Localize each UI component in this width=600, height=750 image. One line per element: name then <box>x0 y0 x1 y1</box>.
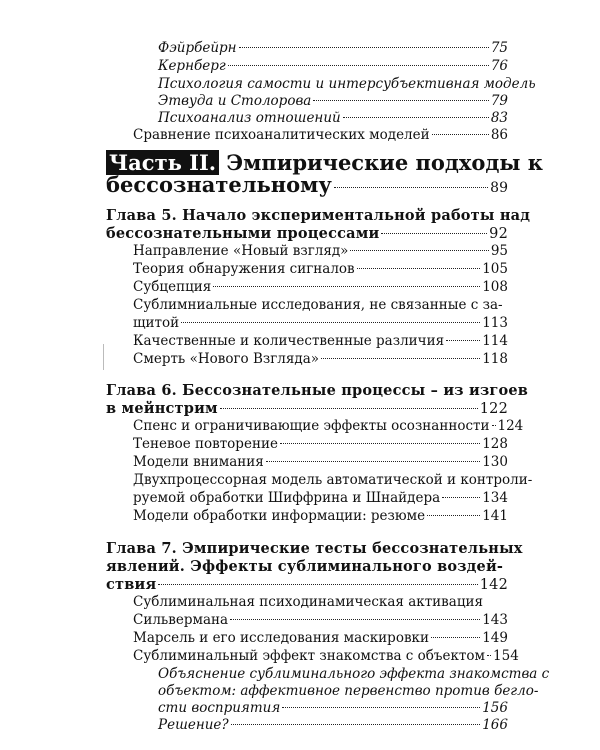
leader-dots <box>181 322 480 323</box>
scan-margin-mark <box>103 344 104 370</box>
chapter-heading-line2: явлений. Эффекты сублиминального воздей- <box>106 558 504 575</box>
chapter-heading: Глава 5. Начало экспериментальной работы над <box>106 207 531 224</box>
leader-dots <box>492 425 496 426</box>
toc-entry: Субцепция 108 <box>133 279 508 295</box>
leader-dots <box>282 707 480 708</box>
toc-entry: Модели обработки информации: резюме 141 <box>133 508 508 524</box>
leader-dots <box>427 515 480 516</box>
leader-dots <box>487 655 491 656</box>
toc-entry: Спенс и ограничивающие эффекты осознанности 124 <box>133 418 524 434</box>
toc-entry: в мейнстрим 122 <box>106 400 508 417</box>
toc-entry: щитой 113 <box>133 315 508 331</box>
toc-entry: ствия 142 <box>106 576 508 593</box>
chapter-heading: Глава 7. Эмпирические тесты бессознательных <box>106 540 523 557</box>
toc-entry: Кернберг 76 <box>158 58 508 74</box>
chapter-heading: Глава 6. Бессознательные процессы – из изгоев <box>106 382 529 399</box>
toc-entry: Смерть «Нового Взгляда» 118 <box>133 351 508 367</box>
leader-dots <box>446 340 480 341</box>
leader-dots <box>213 286 480 287</box>
toc-entry: Сублиминальный эффект знакомства с объектом 154 <box>133 648 519 664</box>
leader-dots <box>280 443 480 444</box>
toc-entry-line1: Двухпроцессорная модель автоматической и контроли- <box>133 472 533 488</box>
toc-entry-line1: Объяснение сублиминального эффекта знакомства с <box>158 666 550 682</box>
toc-entry: Решение? 166 <box>158 717 508 733</box>
toc-entry: Направление «Новый взгляд» 95 <box>133 243 508 259</box>
toc-entry: Этвуда и Столорова 79 <box>158 93 508 109</box>
toc-entry-line1: Психология самости и интерсубъективная модель <box>158 76 536 92</box>
toc-entry-line1: Сублиминальная психодинамическая активация <box>133 594 484 610</box>
leader-dots <box>432 134 489 135</box>
toc-entry-line2: объектом: аффективное первенство против бегло- <box>158 683 539 699</box>
leader-dots <box>158 584 477 585</box>
part-heading: Часть II. Эмпирические подходы к <box>106 150 543 175</box>
leader-dots <box>231 724 481 725</box>
toc-entry: Теория обнаружения сигналов 105 <box>133 261 508 277</box>
toc-entry: Качественные и количественные различия 114 <box>133 333 508 349</box>
leader-dots <box>239 47 489 48</box>
leader-dots <box>350 250 488 251</box>
toc-entry: Сравнение психоаналитических моделей 86 <box>133 127 508 143</box>
toc-entry: Модели внимания 130 <box>133 454 508 470</box>
toc-entry: Фэйрбейрн 75 <box>158 40 508 56</box>
toc-entry-line1: Сублимниальные исследования, не связанные с за- <box>133 297 503 313</box>
leader-dots <box>381 233 487 234</box>
leader-dots <box>334 187 488 188</box>
leader-dots <box>220 408 478 409</box>
leader-dots <box>431 637 480 638</box>
toc-entry: сти восприятия 156 <box>158 700 508 716</box>
leader-dots <box>321 358 480 359</box>
toc-entry: Психоанализ отношений 83 <box>158 110 508 126</box>
toc-entry: Теневое повторение 128 <box>133 436 508 452</box>
leader-dots <box>442 497 480 498</box>
toc-entry: бессознательными процессами 92 <box>106 225 508 242</box>
leader-dots <box>266 461 480 462</box>
toc-entry: бессознательному 89 <box>106 172 508 197</box>
leader-dots <box>313 100 488 101</box>
toc-entry: Марсель и его исследования маскировки 149 <box>133 630 508 646</box>
leader-dots <box>228 65 489 66</box>
leader-dots <box>357 268 481 269</box>
part-label: Часть II. <box>106 150 219 175</box>
toc-entry: Сильвермана 143 <box>133 612 508 628</box>
leader-dots <box>230 619 480 620</box>
leader-dots <box>343 117 489 118</box>
toc-entry: руемой обработки Шиффрина и Шнайдера 134 <box>133 490 508 506</box>
